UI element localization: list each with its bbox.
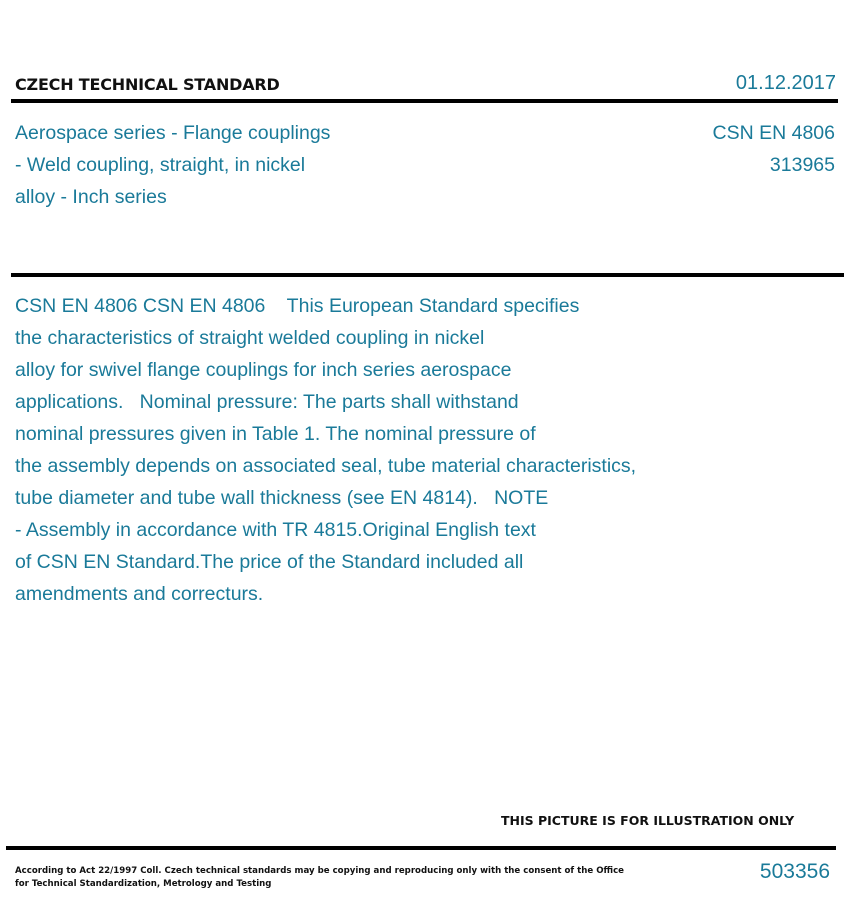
legal-line: According to Act 22/1997 Coll. Czech technical standards may be copying and reproducing only with the consent of the Office — [15, 866, 625, 876]
standard-identifiers — [713, 117, 835, 181]
title-line: - Weld coupling, straight, in nickel — [15, 154, 306, 176]
legal-notice — [15, 865, 624, 891]
illustration-note: THIS PICTURE IS FOR ILLUSTRATION ONLY — [501, 813, 795, 828]
legal-line: for Technical Standardization, Metrology and Testing — [15, 879, 272, 889]
description-line: - Assembly in accordance with TR 4815.Original English text — [15, 519, 536, 541]
description-line: the assembly depends on associated seal, tube material characteristics, — [15, 455, 637, 477]
header-divider — [11, 99, 838, 103]
description-line: CSN EN 4806 CSN EN 4806 This European Standard specifies — [15, 295, 580, 317]
header-title: CZECH TECHNICAL STANDARD — [15, 75, 280, 94]
standard-code: CSN EN 4806 — [712, 122, 835, 144]
description-line: applications. Nominal pressure: The parts shall withstand — [15, 391, 519, 413]
catalog-number: 313965 — [769, 154, 835, 176]
title-divider — [11, 273, 844, 277]
document-id: 503356 — [759, 860, 830, 883]
description-line: of CSN EN Standard.The price of the Standard included all — [15, 551, 524, 573]
document-description — [15, 290, 636, 610]
footer-divider — [6, 846, 836, 850]
description-line: amendments and correcturs. — [15, 583, 264, 605]
title-line: alloy - Inch series — [15, 186, 167, 208]
description-line: alloy for swivel flange couplings for inch series aerospace — [15, 359, 512, 381]
document-title — [15, 117, 330, 213]
title-line: Aerospace series - Flange couplings — [15, 122, 331, 144]
description-line: nominal pressures given in Table 1. The nominal pressure of — [15, 423, 536, 445]
description-line: the characteristics of straight welded coupling in nickel — [15, 327, 485, 349]
description-line: tube diameter and tube wall thickness (see EN 4814). NOTE — [15, 487, 549, 509]
publication-date: 01.12.2017 — [735, 72, 836, 94]
